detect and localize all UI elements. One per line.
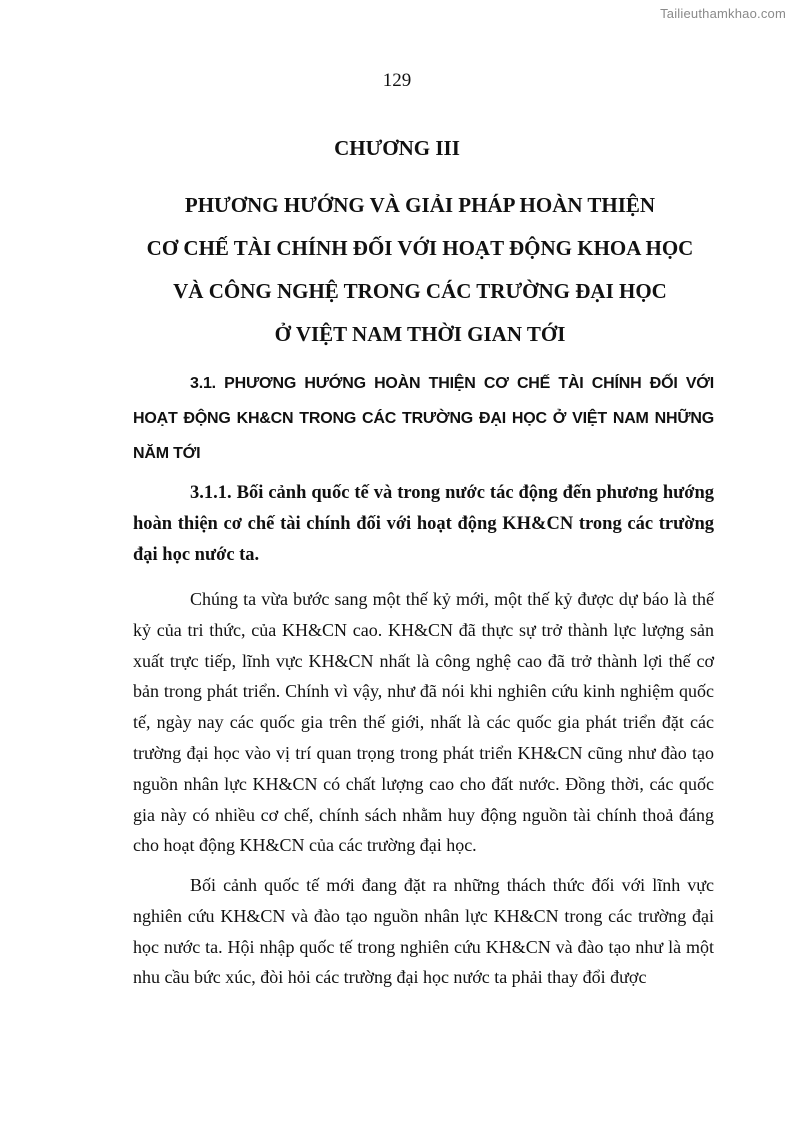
section-heading: 3.1. PHƯƠNG HƯỚNG HOÀN THIỆN CƠ CHẾ TÀI CHÍNH ĐỐI VỚI HOẠT ĐỘNG KH&CN TRONG CÁC TRƯỜNG ĐẠI HỌC Ở VIỆT NAM NHỮNG NĂM TỚI — [133, 375, 714, 462]
chapter-title: CHƯƠNG III — [334, 136, 460, 160]
chapter-heading-line: Ở VIỆT NAM THỜI GIAN TỚI — [274, 322, 566, 346]
chapter-heading-line: PHƯƠNG HƯỚNG VÀ GIẢI PHÁP HOÀN THIỆN — [184, 193, 656, 217]
chapter-heading-line: CƠ CHẾ TÀI CHÍNH ĐỐI VỚI HOẠT ĐỘNG KHOA HỌC — [146, 236, 694, 260]
chapter-heading-line: VÀ CÔNG NGHỆ TRONG CÁC TRƯỜNG ĐẠI HỌC — [173, 279, 667, 303]
page-number: 129 — [382, 70, 412, 91]
watermark: Tailieuthamkhao.com — [660, 6, 786, 21]
body-paragraph: Chúng ta vừa bước sang một thế kỷ mới, một thế kỷ được dự báo là thế kỷ của tri thức, của KH&CN cao. KH&CN đã thực sự trở thành lực lượng sản xuất trực tiếp, lĩnh vực KH&CN nhất là công nghệ cao đã trở thành lợi thế cơ bản trong phát triển. Chính vì vậy, như đã nói khi nghiên cứu kinh nghiệm quốc tế, ngày nay các quốc gia trên thế giới, nhất là các quốc gia phát triển đặt các trường đại học vào vị trí quan trọng trong phát triển KH&CN cũng như đào tạo nguồn nhân lực KH&CN có chất lượng cao cho đất nước. Đồng thời, các quốc gia này có nhiều cơ chế, chính sách nhằm huy động nguồn tài chính thoả đáng cho hoạt động KH&CN của các trường đại học. — [133, 589, 714, 856]
body-paragraph: Bối cảnh quốc tế mới đang đặt ra những thách thức đối với lĩnh vực nghiên cứu KH&CN và đào tạo nguồn nhân lực KH&CN trong các trường đại học nước ta. Hội nhập quốc tế trong nghiên cứu KH&CN và đào tạo như là một nhu cầu bức xúc, đòi hỏi các trường đại học nước ta phải thay đổi được — [133, 875, 714, 988]
chapter-heading — [120, 184, 720, 356]
subsection-heading: 3.1.1. Bối cảnh quốc tế và trong nước tác động đến phương hướng hoàn thiện cơ chế tài chính đối với hoạt động KH&CN trong các trường đại học nước ta. — [133, 483, 714, 565]
